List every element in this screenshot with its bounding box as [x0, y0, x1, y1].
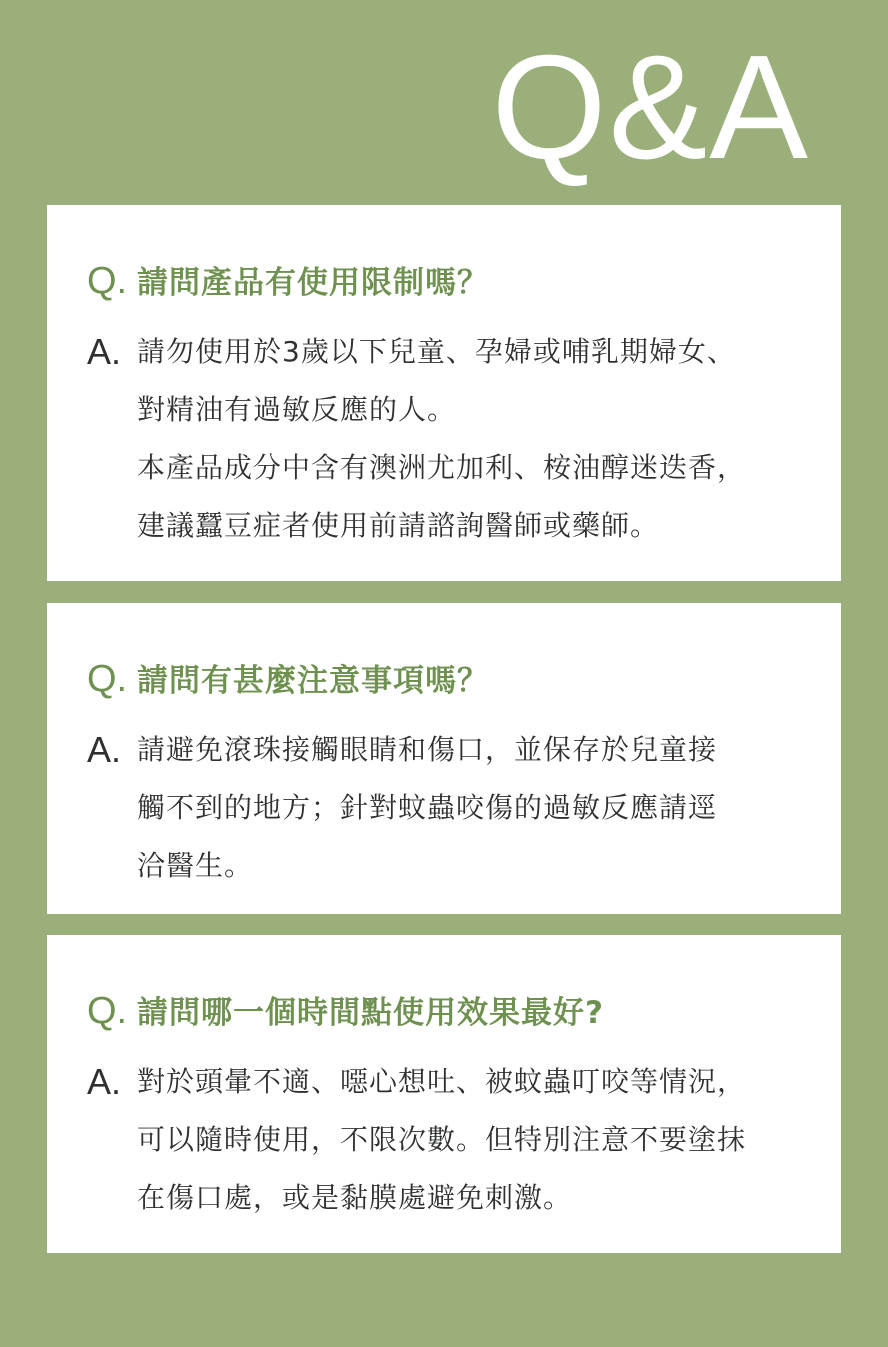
page-title: Q&A [491, 25, 810, 190]
question-marker: Q. [87, 260, 128, 302]
answer-row [87, 323, 746, 555]
question-text: 請問哪一個時間點使用效果最好? [137, 995, 604, 1031]
faq-card [47, 603, 841, 914]
question-row [87, 257, 489, 303]
question-text: 請問有甚麼注意事項嗎？ [137, 663, 489, 699]
question-text: 請問產品有使用限制嗎？ [137, 265, 489, 301]
answer-line: 請避免滾珠接觸眼睛和傷口，並保存於兒童接 [137, 733, 718, 766]
answer-line: 洽醫生。 [137, 849, 254, 882]
question-marker: Q. [87, 990, 128, 1032]
answer-line: 本產品成分中含有澳洲尤加利、桉油醇迷迭香， [137, 451, 747, 484]
answer-line: 建議蠶豆症者使用前請諮詢醫師或藥師。 [137, 509, 660, 542]
answer-line: 在傷口處，或是黏膜處避免刺激。 [137, 1181, 573, 1214]
answer-text [137, 721, 717, 895]
answer-line: 對精油有過敏反應的人。 [137, 393, 457, 426]
question-row [87, 987, 604, 1033]
answer-line: 請勿使用於3歲以下兒童、孕婦或哺乳期婦女、 [137, 335, 736, 368]
answer-text [137, 323, 746, 555]
question-row [87, 655, 489, 701]
faq-card [47, 205, 841, 581]
answer-marker: A. [87, 331, 122, 372]
faq-card [47, 935, 841, 1253]
answer-line: 對於頭暈不適、噁心想吐、被蚊蟲叮咬等情況， [137, 1065, 747, 1098]
question-marker: Q. [87, 658, 128, 700]
answer-text [137, 1053, 746, 1227]
answer-line: 觸不到的地方；針對蚊蟲咬傷的過敏反應請逕 [137, 791, 718, 824]
answer-row [87, 721, 717, 895]
answer-marker: A. [87, 729, 122, 770]
answer-marker: A. [87, 1061, 122, 1102]
answer-row [87, 1053, 746, 1227]
answer-line: 可以隨時使用，不限次數。但特別注意不要塗抹 [137, 1123, 747, 1156]
